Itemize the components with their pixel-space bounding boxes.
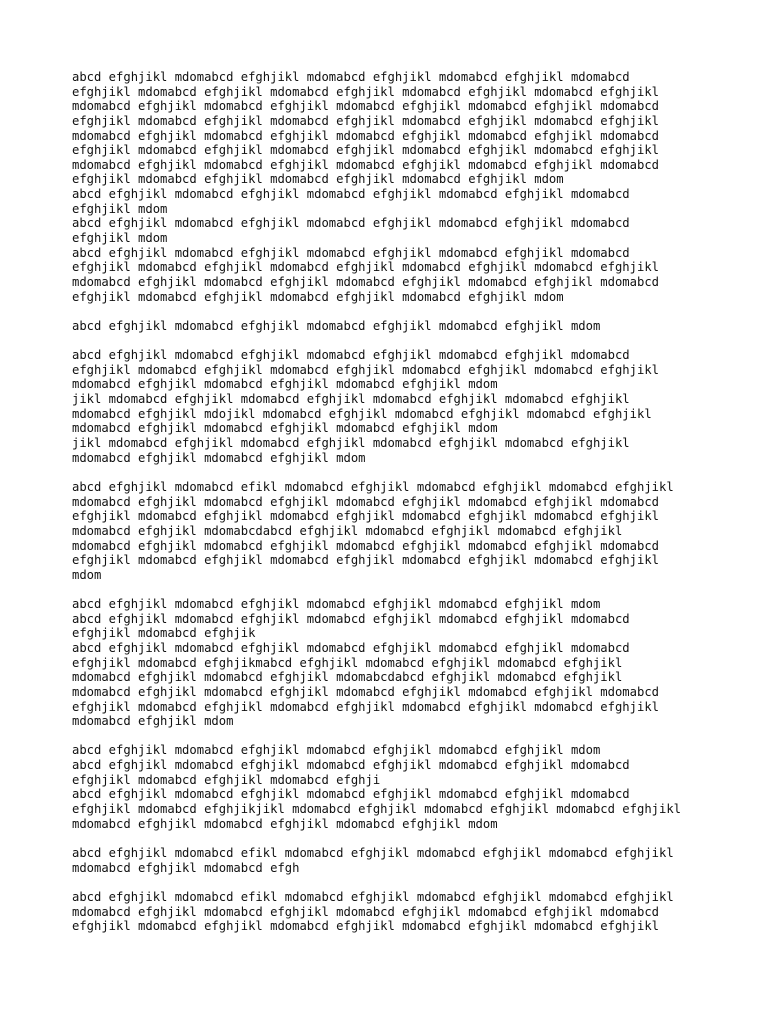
text-line: efghjikl mdom	[72, 201, 168, 216]
text-line: efghjikl mdomabcd efghjikl mdomabcd efghjikl mdomabcd efghjikl mdomabcd efghjikl	[72, 143, 659, 158]
text-line: mdomabcd efghjikl mdomabcd efghjikl mdom	[72, 450, 366, 465]
text-line: mdomabcd efghjikl mdomabcd efghjikl mdomabcd efghjikl mdomabcd efghjikl mdomabcd	[72, 128, 659, 143]
text-line: abcd efghjikl mdomabcd efghjikl mdomabcd efghjikl mdomabcd efghjikl mdomabcd	[72, 640, 630, 655]
text-line: mdomabcd efghjikl mdomabcd efghjikl mdomabcd efghjikl mdomabcd efghjikl mdomabcd	[72, 157, 659, 172]
text-line: mdomabcd efghjikl mdomabcd efghjikl mdomabcd efghjikl mdom	[72, 816, 498, 831]
text-line: mdomabcd efghjikl mdomabcdabcd efghjikl mdomabcd efghjikl mdomabcd efghjikl	[72, 523, 623, 538]
text-paragraph	[72, 846, 762, 875]
text-line: abcd efghjikl mdomabcd efghjikl mdomabcd efghjikl mdomabcd efghjikl mdomabcd	[72, 245, 630, 260]
text-line: mdomabcd efghjikl mdomabcd efghjikl mdomabcd efghjikl mdomabcd efghjikl mdomabcd	[72, 538, 659, 553]
text-line: mdomabcd efghjikl mdomabcd efgh	[72, 860, 300, 875]
text-line: mdom	[72, 567, 102, 582]
text-line: abcd efghjikl mdomabcd efghjikl mdomabcd efghjikl mdomabcd efghjikl mdomabcd	[72, 758, 630, 773]
text-line: efghjikl mdomabcd efghjikl mdomabcd efghjikl mdomabcd efghjikl mdomabcd efghjikl	[72, 509, 659, 524]
text-line: mdomabcd efghjikl mdomabcd efghjikl mdomabcd efghjikl mdomabcd efghjikl mdomabcd	[72, 904, 659, 919]
text-line: abcd efghjikl mdomabcd efghjikl mdomabcd efghjikl mdomabcd efghjikl mdomabcd	[72, 70, 630, 84]
text-line: efghjikl mdomabcd efghjikl mdomabcd efghjikl mdomabcd efghjikl mdom	[72, 172, 564, 187]
text-line: abcd efghjikl mdomabcd efghjikl mdomabcd efghjikl mdomabcd efghjikl mdom	[72, 597, 601, 612]
text-line: efghjikl mdomabcd efghjikl mdomabcd efghjikl mdomabcd efghjikl mdomabcd efghjikl	[72, 553, 659, 568]
text-line: mdomabcd efghjikl mdomabcd efghjikl mdomabcdabcd efghjikl mdomabcd efghjikl	[72, 670, 623, 685]
text-line: abcd efghjikl mdomabcd efghjikl mdomabcd efghjikl mdomabcd efghjikl mdom	[72, 743, 601, 758]
text-line: abcd efghjikl mdomabcd efghjikl mdomabcd efghjikl mdomabcd efghjikl mdomabcd	[72, 348, 630, 363]
text-line: efghjikl mdomabcd efghjikjikl mdomabcd efghjikl mdomabcd efghjikl mdomabcd efghjikl	[72, 802, 682, 817]
text-line: abcd efghjikl mdomabcd efikl mdomabcd efghjikl mdomabcd efghjikl mdomabcd efghjikl	[72, 889, 674, 904]
text-line: efghjikl mdomabcd efghjik	[72, 626, 256, 641]
text-line: mdomabcd efghjikl mdomabcd efghjikl mdomabcd efghjikl mdomabcd efghjikl mdomabcd	[72, 684, 659, 699]
text-line: abcd efghjikl mdomabcd efghjikl mdomabcd efghjikl mdomabcd efghjikl mdom	[72, 318, 601, 333]
text-paragraph	[72, 319, 762, 334]
text-line: mdomabcd efghjikl mdomabcd efghjikl mdomabcd efghjikl mdomabcd efghjikl mdomabcd	[72, 99, 659, 114]
text-paragraph	[72, 597, 762, 729]
text-line: jikl mdomabcd efghjikl mdomabcd efghjikl mdomabcd efghjikl mdomabcd efghjikl	[72, 436, 630, 451]
document-page	[72, 70, 762, 948]
text-paragraph	[72, 348, 762, 465]
text-paragraph	[72, 480, 762, 582]
text-line: efghjikl mdomabcd efghjikl mdomabcd efghjikl mdomabcd efghjikl mdomabcd efghjikl	[72, 260, 659, 275]
text-line: efghjikl mdomabcd efghjikl mdomabcd efghjikl mdomabcd efghjikl mdomabcd efghjikl	[72, 113, 659, 128]
text-line: abcd efghjikl mdomabcd efikl mdomabcd efghjikl mdomabcd efghjikl mdomabcd efghjikl	[72, 479, 674, 494]
text-line: abcd efghjikl mdomabcd efghjikl mdomabcd efghjikl mdomabcd efghjikl mdomabcd	[72, 187, 630, 202]
text-line: mdomabcd efghjikl mdomabcd efghjikl mdomabcd efghjikl mdomabcd efghjikl mdomabcd	[72, 274, 659, 289]
text-line: abcd efghjikl mdomabcd efghjikl mdomabcd efghjikl mdomabcd efghjikl mdomabcd	[72, 611, 630, 626]
text-line: efghjikl mdomabcd efghjikl mdomabcd efghjikl mdomabcd efghjikl mdomabcd efghjikl	[72, 919, 659, 934]
text-paragraph	[72, 890, 762, 934]
text-line: mdomabcd efghjikl mdojikl mdomabcd efghjikl mdomabcd efghjikl mdomabcd efghjikl	[72, 406, 652, 421]
text-line: mdomabcd efghjikl mdomabcd efghjikl mdomabcd efghjikl mdomabcd efghjikl mdomabcd	[72, 494, 659, 509]
text-line: efghjikl mdomabcd efghjikl mdomabcd efghjikl mdomabcd efghjikl mdomabcd efghjikl	[72, 84, 659, 99]
text-line: efghjikl mdomabcd efghjikl mdomabcd efghji	[72, 772, 381, 787]
text-line: mdomabcd efghjikl mdom	[72, 714, 234, 729]
text-line: abcd efghjikl mdomabcd efghjikl mdomabcd efghjikl mdomabcd efghjikl mdomabcd	[72, 216, 630, 231]
text-line: abcd efghjikl mdomabcd efghjikl mdomabcd efghjikl mdomabcd efghjikl mdomabcd	[72, 787, 630, 802]
text-line: abcd efghjikl mdomabcd efikl mdomabcd efghjikl mdomabcd efghjikl mdomabcd efghjikl	[72, 845, 674, 860]
text-line: jikl mdomabcd efghjikl mdomabcd efghjikl mdomabcd efghjikl mdomabcd efghjikl	[72, 392, 630, 407]
text-paragraph	[72, 70, 762, 304]
text-paragraph	[72, 743, 762, 831]
text-line: efghjikl mdomabcd efghjikmabcd efghjikl mdomabcd efghjikl mdomabcd efghjikl	[72, 655, 623, 670]
text-line: efghjikl mdom	[72, 231, 168, 246]
text-line: efghjikl mdomabcd efghjikl mdomabcd efghjikl mdomabcd efghjikl mdomabcd efghjikl	[72, 362, 659, 377]
text-line: efghjikl mdomabcd efghjikl mdomabcd efghjikl mdomabcd efghjikl mdomabcd efghjikl	[72, 699, 659, 714]
text-line: efghjikl mdomabcd efghjikl mdomabcd efghjikl mdomabcd efghjikl mdom	[72, 289, 564, 304]
text-line: mdomabcd efghjikl mdomabcd efghjikl mdomabcd efghjikl mdom	[72, 377, 498, 392]
text-line: mdomabcd efghjikl mdomabcd efghjikl mdomabcd efghjikl mdom	[72, 421, 498, 436]
